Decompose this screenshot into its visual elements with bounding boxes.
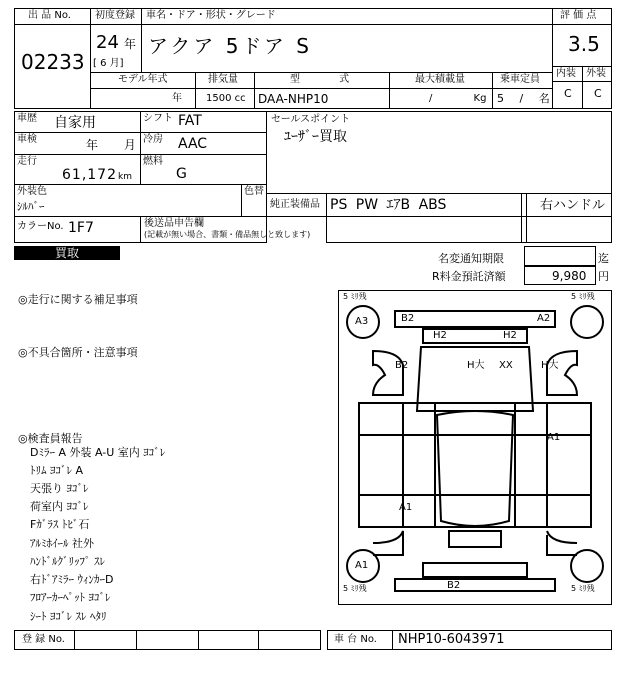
car-diagram: [338, 290, 612, 605]
sales-point-text: ﾕｰｻﾞｰ買取: [284, 129, 347, 145]
model-year-unit: 年: [172, 93, 182, 104]
fuel-value: G: [176, 166, 187, 182]
capacity-value: 5 / 名: [497, 92, 550, 105]
purchase-tag: 買取: [14, 246, 120, 260]
mark-hood-large: H大: [467, 360, 485, 371]
inspector-line: Dﾐﾗｰ A 外装 A-U 室内 ﾖｺﾞﾚ: [30, 446, 166, 459]
model-label: 型 式: [290, 74, 368, 85]
mark-rl-wheel: A1: [355, 560, 369, 571]
model-value: DAA-NHP10: [258, 92, 329, 106]
mark-rear-door-right: A1: [547, 432, 561, 443]
inspector-line: ﾊﾝﾄﾞﾙｸﾞﾘｯﾌﾟ ｽﾚ: [30, 555, 105, 568]
inspection-label: 車検: [17, 134, 37, 145]
color-label: 外装色: [17, 186, 47, 197]
inspector-line: 右ﾄﾞｱﾐﾗｰ ｳｨﾝｶｰD: [30, 573, 114, 586]
max-load-value: / Kg: [429, 93, 487, 104]
mark-front-fender-left: B2: [395, 360, 409, 371]
model-year-label: モデル年式: [118, 74, 168, 85]
mileage-label: 走行: [17, 156, 37, 167]
equipment-value: PS PW ｴｱB ABS: [330, 197, 447, 213]
supplement-title: ◎走行に関する補足事項: [18, 293, 138, 306]
mark-hood-xx: XX: [499, 360, 513, 371]
ac-value: AAC: [178, 136, 208, 152]
max-load-label: 最大積載量: [415, 74, 465, 85]
interior-label: 内装: [556, 68, 576, 79]
inspector-line: ﾌﾛｱｰｶｰﾍﾟｯﾄ ﾖｺﾞﾚ: [30, 591, 111, 604]
shift-value: FAT: [178, 113, 202, 129]
inspector-line: ｼｰﾄ ﾖｺﾞﾚ ｽﾚ ﾍﾀﾘ: [30, 610, 107, 623]
color-no-label: カラーNo.: [17, 221, 64, 232]
notice-unit: 迄: [598, 252, 609, 265]
first-reg-year: 24: [96, 32, 119, 53]
color-change-label: 色替: [244, 186, 264, 197]
mark-front-fender-right: H大: [541, 360, 559, 371]
inspector-line: ﾄﾘﾑ ﾖｺﾞﾚ A: [30, 464, 84, 477]
mark-front-bumper-right: A2: [537, 313, 551, 324]
mark-front-bumper-left: B2: [401, 313, 415, 324]
capacity-label: 乗車定員: [500, 74, 540, 85]
tire-tread-fl: 5 ﾐﾘ残: [343, 292, 367, 301]
car-name: アクア 5ドア S: [148, 34, 312, 58]
mileage-unit: km: [118, 172, 132, 182]
tire-tread-rl: 5 ﾐﾘ残: [343, 584, 367, 593]
mileage-value: 61,172: [62, 167, 117, 183]
defects-title: ◎不具合箇所・注意事項: [18, 346, 138, 359]
inspector-line: ｱﾙﾐﾎｲｰﾙ 社外: [30, 537, 94, 550]
recycle-unit: 円: [598, 270, 609, 283]
score-label: 評 価 点: [560, 10, 597, 21]
shift-label: シフト: [143, 113, 173, 124]
notice-value-box: [524, 246, 596, 266]
mark-fl-wheel: A3: [355, 316, 369, 327]
first-reg-year-unit: 年: [124, 37, 137, 51]
aftermarket-label: 後送品申告欄: [144, 218, 204, 229]
steering-value: 右ハンドル: [540, 198, 606, 213]
mark-headlight-left: H2: [433, 330, 447, 341]
fuel-label: 燃料: [143, 156, 163, 167]
displacement-value: 1500 cc: [206, 93, 246, 104]
inspector-line: 荷室内 ﾖｺﾞﾚ: [30, 500, 89, 513]
score-value: 3.5: [568, 32, 600, 56]
equipment-label: 純正装備品: [270, 199, 320, 210]
exterior-grade: C: [594, 87, 602, 100]
aftermarket-note: (記載が無い場合、書類・備品無しと致します): [144, 230, 311, 239]
interior-grade: C: [564, 87, 572, 100]
tire-tread-fr: 5 ﾐﾘ残: [571, 292, 595, 301]
inspector-title: ◎検査員報告: [18, 432, 83, 445]
ac-label: 冷房: [143, 134, 163, 145]
lot-number: 02233: [21, 50, 85, 74]
displacement-label: 排気量: [208, 74, 238, 85]
chassis-label: 車 台 No.: [334, 634, 377, 645]
chassis-value: NHP10-6043971: [398, 632, 505, 647]
registration-label: 登 録 No.: [22, 634, 65, 645]
history-label: 車歴: [17, 113, 37, 124]
extra-box: [326, 216, 612, 243]
exterior-label: 外装: [586, 68, 606, 79]
inspector-line: 天張り ﾖｺﾞﾚ: [30, 482, 89, 495]
recycle-label: R料金預託済額: [432, 270, 506, 283]
lot-label: 出 品 No.: [28, 10, 71, 21]
history-value: 自家用: [54, 115, 96, 131]
color-value: ｼﾙﾊﾞｰ: [17, 200, 45, 213]
notice-label: 名変通知期限: [438, 252, 504, 265]
tire-tread-rr: 5 ﾐﾘ残: [571, 584, 595, 593]
mark-rear-bumper: B2: [447, 580, 461, 591]
car-name-label: 車名・ドア・形状・グレード: [146, 10, 276, 21]
mark-rear-door-left: A1: [399, 502, 413, 513]
color-no-value: 1F7: [68, 220, 94, 236]
first-reg-month: [ 6 月]: [93, 58, 124, 69]
first-reg-label: 初度登録: [95, 10, 135, 21]
inspector-line: Fｶﾞﾗｽ ﾄﾋﾞ石: [30, 518, 90, 531]
car-outline: [339, 291, 611, 604]
inspection-value: 年 月: [86, 138, 136, 152]
recycle-value: 9,980: [552, 269, 587, 283]
sales-point-label: セールスポイント: [271, 114, 351, 125]
mark-headlight-right: H2: [503, 330, 517, 341]
